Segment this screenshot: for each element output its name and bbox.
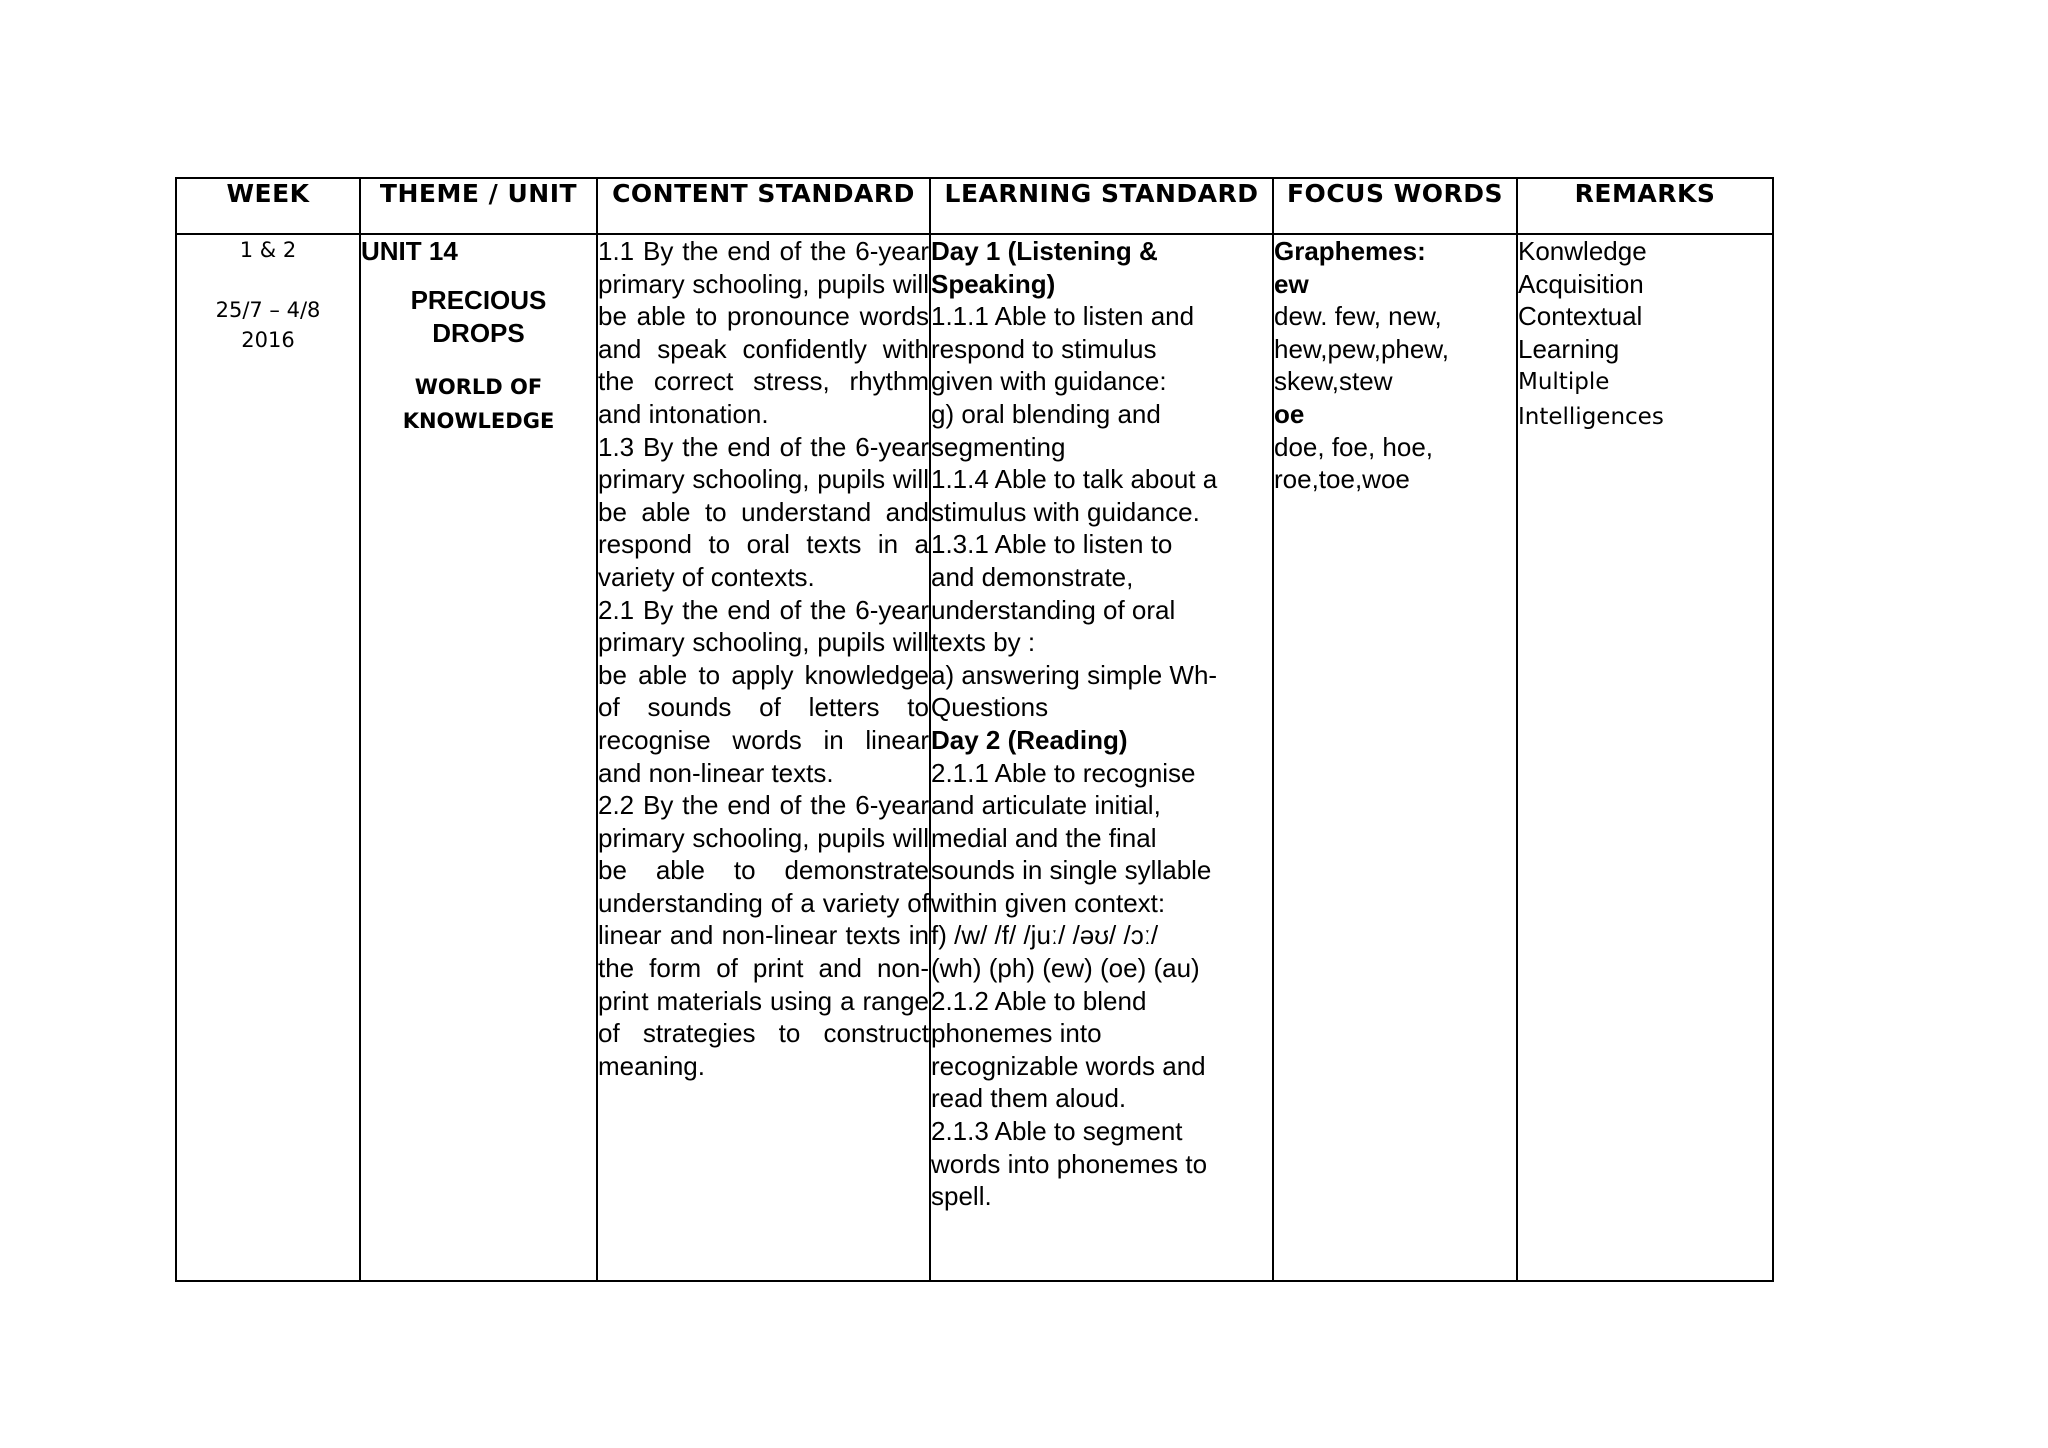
content-standard-1-1: 1.1 By the end of the 6-year primary schooling, pupils will be able to pronounce words and speak confidently with the correct stress, rhythm and intonation. xyxy=(598,236,929,429)
week-year: 2016 xyxy=(241,328,295,352)
focus-word-line: skew,stew xyxy=(1274,366,1393,397)
content-standard-2-1: 2.1 By the end of the 6-year primary schooling, pupils will be able to apply knowledge of sounds of letters to recognise words in linear and non-linear texts. xyxy=(598,594,929,788)
learning-standard-cell xyxy=(930,234,1273,1281)
week-number: 1 & 2 xyxy=(239,238,297,262)
learning-line: read them aloud. xyxy=(931,1083,1127,1114)
learning-line: Questions xyxy=(931,692,1049,723)
content-standard-cell xyxy=(597,234,930,1281)
learning-line: 2.1.3 Able to segment xyxy=(931,1116,1183,1147)
learning-line: 1.1.4 Able to talk about a xyxy=(931,464,1218,495)
remark-line: Learning xyxy=(1518,333,1620,364)
header-focus-words: FOCUS WORDS xyxy=(1273,178,1517,234)
header-row xyxy=(176,178,1773,234)
remark-line: Intelligences xyxy=(1518,404,1664,431)
focus-word-line: doe, foe, hoe, xyxy=(1274,431,1434,462)
header-content-standard: CONTENT STANDARD xyxy=(597,178,930,234)
learning-line: and demonstrate, xyxy=(931,561,1134,592)
theme-name-line2: KNOWLEDGE xyxy=(402,408,555,433)
remark-line: Contextual xyxy=(1518,301,1643,332)
learning-line: words into phonemes to xyxy=(931,1148,1208,1179)
focus-words-cell xyxy=(1273,234,1517,1281)
unit-number: UNIT 14 xyxy=(361,236,458,266)
content-standard-2-2: 2.2 By the end of the 6-year primary schooling, pupils will be able to demonstrate understanding of a variety of linear and non-linear texts in the form of print and non-print materials using a range of strategies to construct meaning. xyxy=(598,790,929,1081)
remark-line: Konwledge xyxy=(1518,236,1647,266)
learning-line: within given context: xyxy=(931,887,1166,918)
content-standard-1-3: 1.3 By the end of the 6-year primary schooling, pupils will be able to understand and respond to oral texts in a variety of contexts. xyxy=(598,431,929,592)
lesson-plan-table xyxy=(175,177,1774,1282)
unit-title-line2: DROPS xyxy=(432,317,525,348)
focus-word-line: roe,toe,woe xyxy=(1274,464,1410,495)
learning-line: texts by : xyxy=(931,627,1036,658)
learning-line: stimulus with guidance. xyxy=(931,496,1200,527)
learning-line: respond to stimulus xyxy=(931,333,1157,364)
learning-line: segmenting xyxy=(931,431,1066,462)
theme-unit-cell xyxy=(360,234,597,1281)
remarks-cell xyxy=(1517,234,1773,1281)
learning-line: 1.1.1 Able to listen and xyxy=(931,301,1195,332)
learning-line: phonemes into xyxy=(931,1018,1102,1049)
header-theme-unit: THEME / UNIT xyxy=(360,178,597,234)
remark-line: Acquisition xyxy=(1518,268,1644,299)
header-learning-standard: LEARNING STANDARD xyxy=(930,178,1273,234)
day2-heading: Day 2 (Reading) xyxy=(931,724,1128,755)
learning-line: g) oral blending and xyxy=(931,398,1161,429)
remark-line: Multiple xyxy=(1518,369,1610,396)
theme-name-line1: WORLD OF xyxy=(414,374,543,399)
learning-line: recognizable words and xyxy=(931,1050,1206,1081)
header-remarks: REMARKS xyxy=(1517,178,1773,234)
learning-line: spell. xyxy=(931,1181,992,1212)
week-dates: 25/7 – 4/8 xyxy=(215,298,321,322)
focus-word-line: hew,pew,phew, xyxy=(1274,333,1449,364)
learning-line: 1.3.1 Able to listen to xyxy=(931,529,1173,560)
unit-title-line1: PRECIOUS xyxy=(410,284,547,315)
theme-name xyxy=(361,370,596,438)
learning-line: a) answering simple Wh- xyxy=(931,659,1218,690)
grapheme-ew: ew xyxy=(1274,268,1309,299)
week-cell xyxy=(176,234,360,1281)
learning-line: understanding of oral xyxy=(931,594,1176,625)
day1-heading-line2: Speaking) xyxy=(931,268,1056,299)
learning-line: f) /w/ /f/ /juː/ /əʊ/ /ɔː/ xyxy=(931,920,1159,951)
learning-line: given with guidance: xyxy=(931,366,1167,397)
table-row xyxy=(176,234,1773,1281)
day1-heading-line1: Day 1 (Listening & xyxy=(931,236,1158,266)
learning-line: sounds in single syllable xyxy=(931,855,1212,886)
learning-line: (wh) (ph) (ew) (oe) (au) xyxy=(931,953,1200,984)
learning-line: and articulate initial, xyxy=(931,790,1161,821)
focus-word-line: dew. few, new, xyxy=(1274,301,1442,332)
header-week: WEEK xyxy=(176,178,360,234)
learning-line: medial and the final xyxy=(931,822,1157,853)
grapheme-oe: oe xyxy=(1274,398,1305,429)
learning-line: 2.1.2 Able to blend xyxy=(931,985,1147,1016)
graphemes-heading: Graphemes: xyxy=(1274,236,1426,266)
unit-title xyxy=(361,284,596,350)
learning-line: 2.1.1 Able to recognise xyxy=(931,757,1196,788)
